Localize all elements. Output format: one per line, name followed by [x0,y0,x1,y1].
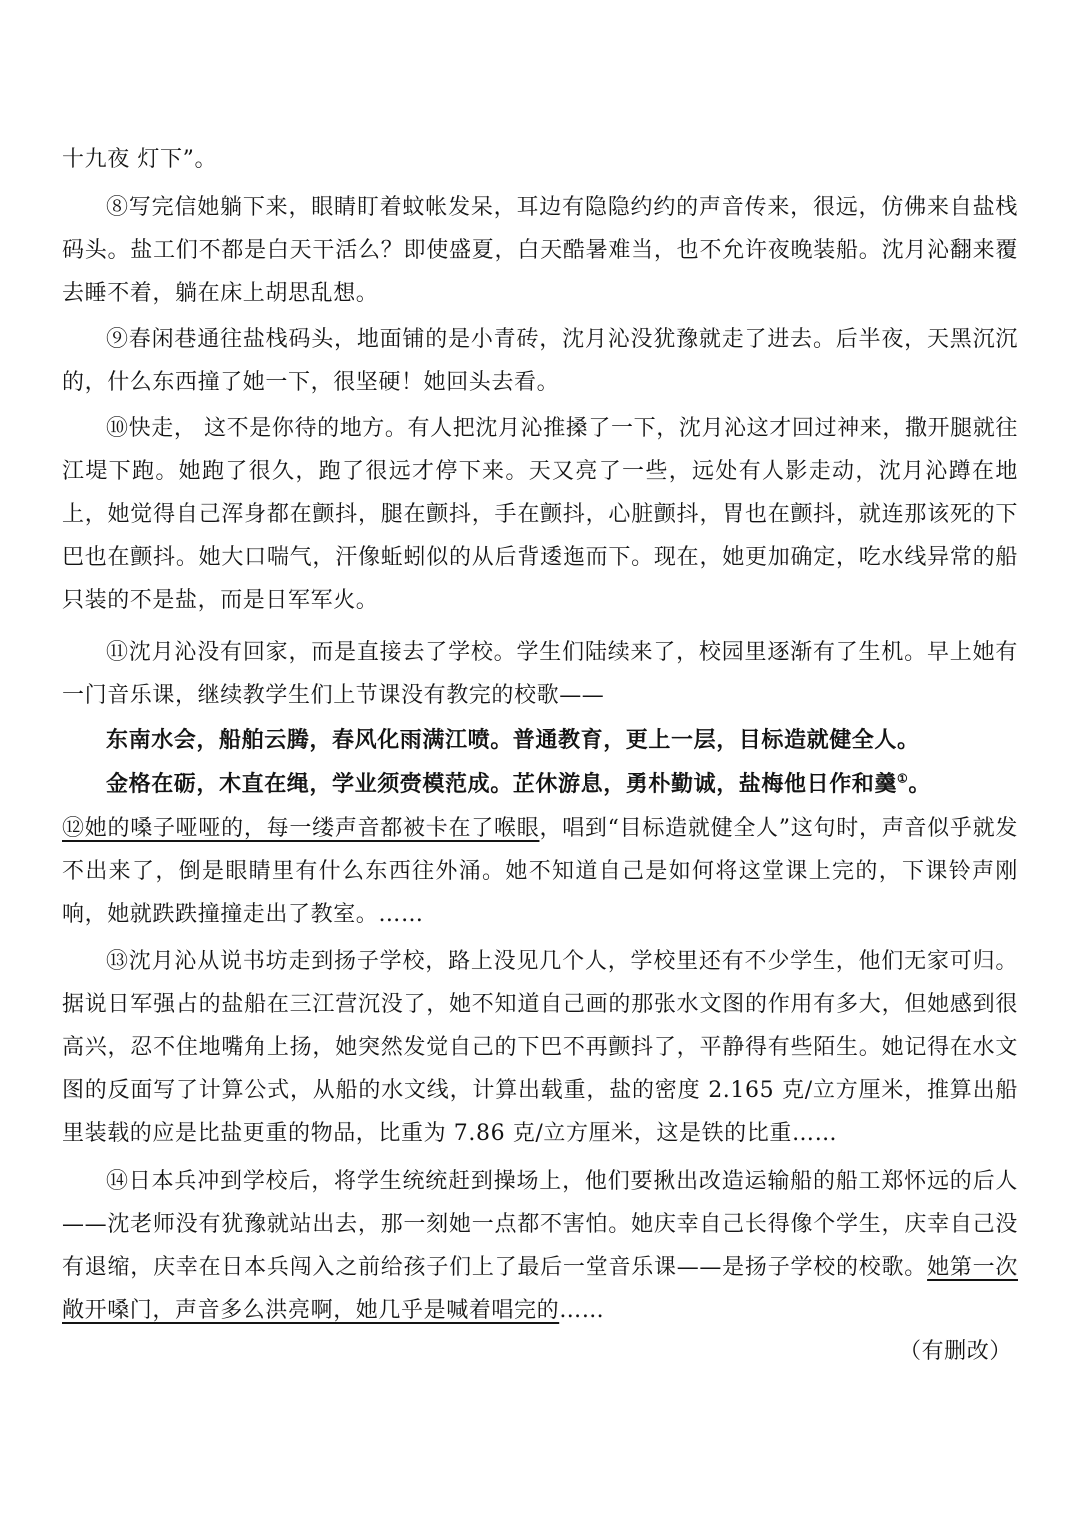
paragraph-14-start: ⑭日本兵冲到学校后，将学生统统赶到操场上，他们要揪出改造运输船的船工郑怀远的后人——沈老师没有犹豫就站出去，那一刻她一点都不害怕。她庆幸自己长得像个学生，庆幸自己没有退缩，庆幸在日本兵闯入之前给孩子们上了最后一堂音乐课——是扬子学校的校歌。 [62,1169,1018,1280]
edit-note: （有删改） [898,1339,1012,1364]
paragraph-13: ⑬沈月沁从说书坊走到扬子学校，路上没见几个人，学校里还有不少学生，他们无家可归。据说日军强占的盐船在三江营沉没了，她不知道自己画的那张水文图的作用有多大，但她感到很高兴，忍不住地嘴角上扬，她突然发觉自己的下巴不再颤抖了，平静得有些陌生。她记得在水文图的反面写了计算公式，从船的水文线，计算出载重，盐的密度 2.165 克/立方厘米，推算出船里装载的应是比盐更重的物品，比重为 7.86 克/立方厘米，这是铁的比重…… [62,949,1018,1146]
school-song-line-2 [106,763,1026,806]
school-song-line-2-text: 金格在砺，木直在绳，学业须赍模范成。芷休游息，勇朴勤诚，盐梅他日作和羹 [106,771,898,797]
paragraph-8: ⑧写完信她躺下来，眼睛盯着蚊帐发呆，耳边有隐隐约约的声音传来，很远，仿佛来自盐栈码头。盐工们不都是白天干活么？即使盛夏，白天酷暑难当，也不允许夜晚装船。沈月沁翻来覆去睡不着，躺在床上胡思乱想。 [62,195,1018,306]
paragraph-12-rest: ，唱到“目标造就健全人”这句时，声音似乎就发不出来了，倒是眼睛里有什么东西往外涌。她不知道自己是如何将这堂课上完的，下课铃声刚响，她就跌跌撞撞走出了教室。…… [62,816,1018,927]
school-song-line-2-end: 。 [908,771,931,797]
paragraph-14-underlined-sentence: 她第一次敞开嗓门，声音多么洪亮啊，她几乎是喊着唱完的 [62,1255,1018,1323]
paragraph-12-underlined-sentence: ⑫她的嗓子哑哑的，每一缕声音都被卡在了喉眼 [62,816,540,841]
paragraph-10: ⑩快走， 这不是你待的地方。有人把沈月沁推搡了一下，沈月沁这才回过神来，撒开腿就往江堤下跑。她跑了很久，跑了很远才停下来。天又亮了一些，远处有人影走动，沈月沁蹲在地上，她觉得自己浑身都在颤抖，腿在颤抖，手在颤抖，心脏颤抖，胃也在颤抖，就连那该死的下巴也在颤抖。她大口喘气，汗像蚯蚓似的从后背逶迤而下。现在，她更加确定，吃水线异常的船只装的不是盐，而是日军军火。 [62,416,1018,613]
paragraph-12 [62,807,1018,936]
paragraph-continuation: 十九夜 灯下”。 [62,147,218,172]
school-song-line-1: 东南水会，船舶云腾，春风化雨满江喷。普通教育，更上一层，目标造就健全人。 [106,727,920,753]
paragraph-11: ⑪沈月沁没有回家，而是直接去了学校。学生们陆续来了，校园里逐渐有了生机。早上她有一门音乐课，继续教学生们上节课没有教完的校歌—— [62,640,1018,708]
paragraph-14 [62,1160,1018,1332]
paragraph-9: ⑨春闲巷通往盐栈码头，地面铺的是小青砖，沈月沁没犹豫就走了进去。后半夜，天黑沉沉的，什么东西撞了她一下，很坚硬！她回头去看。 [62,327,1018,395]
footnote-marker: ① [897,771,909,786]
paragraph-14-end: …… [559,1298,605,1323]
